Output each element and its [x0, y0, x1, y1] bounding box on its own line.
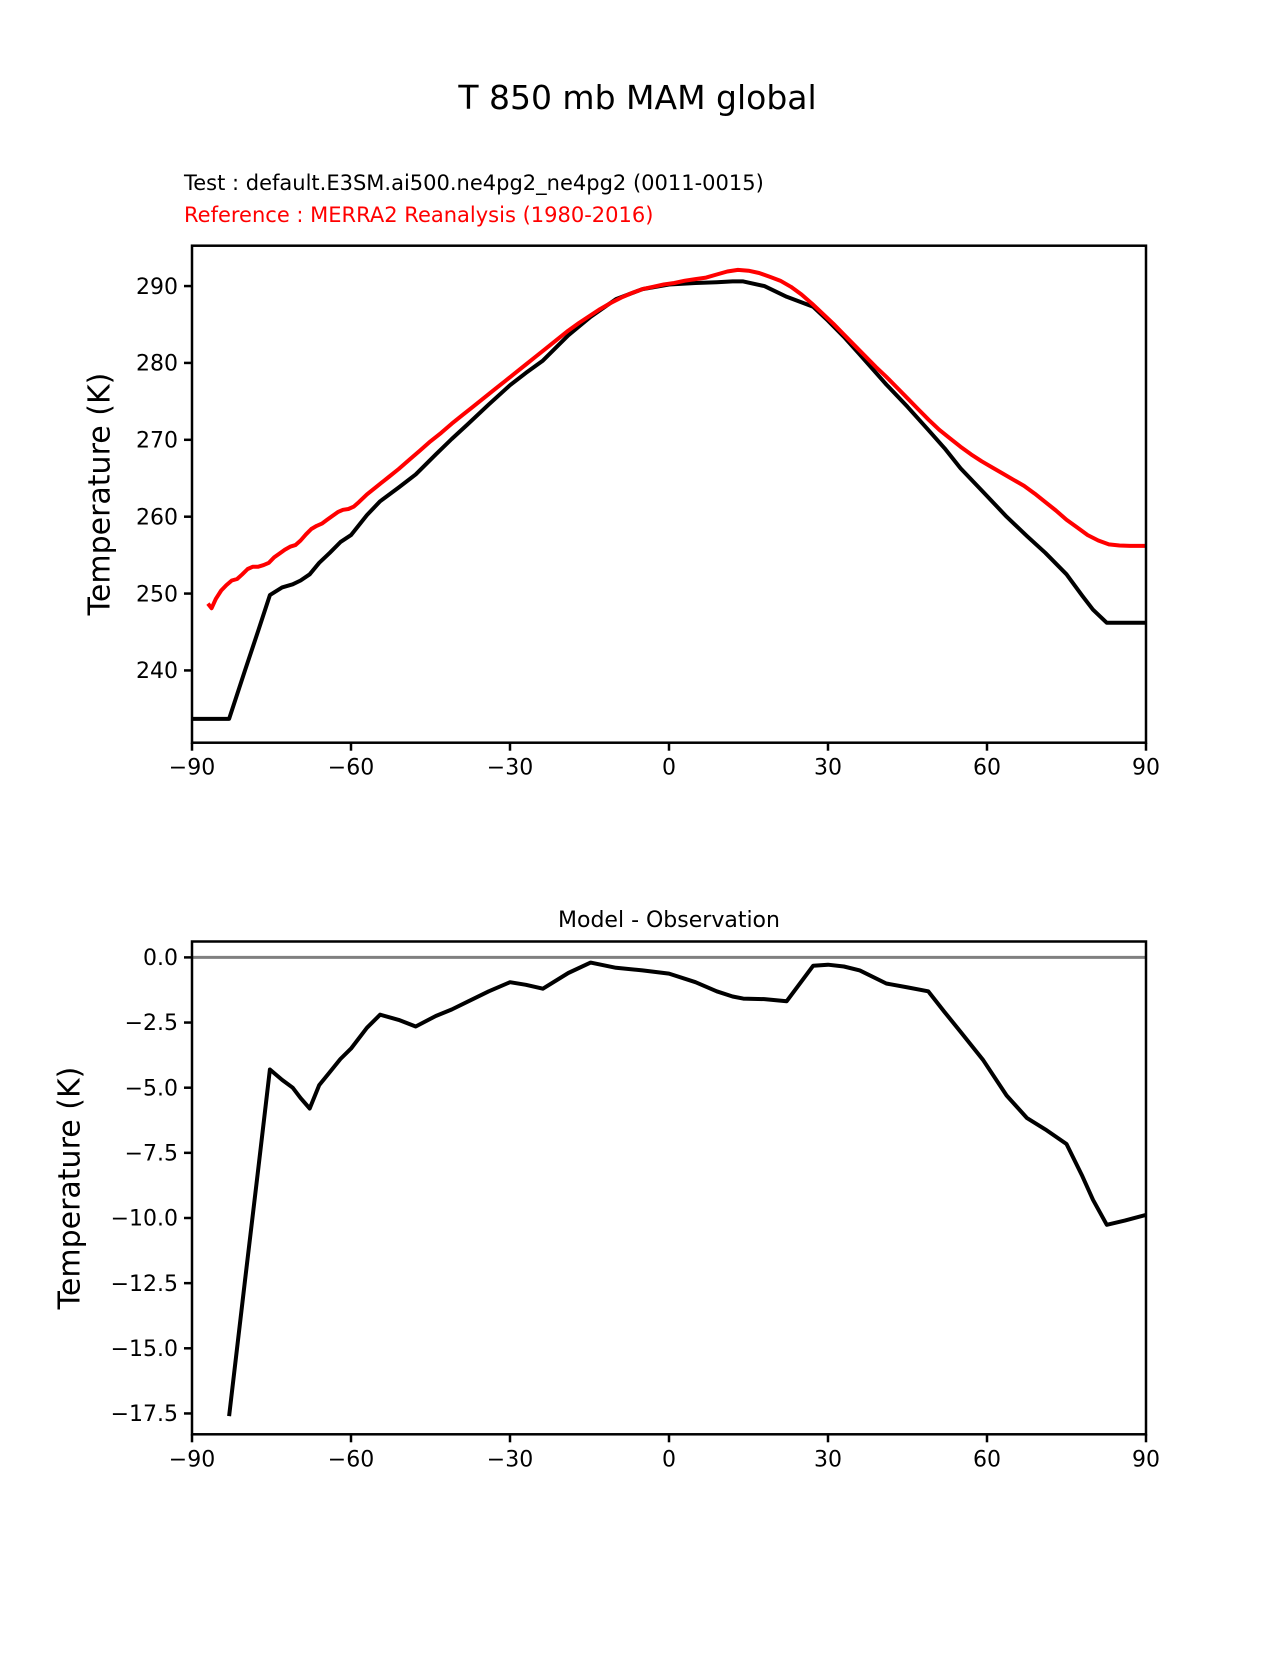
x-tick-label: 0 [662, 755, 676, 781]
x-tick-label: 60 [973, 1447, 1001, 1473]
y-tick-label: 260 [136, 505, 178, 531]
x-tick-label: −30 [486, 1447, 534, 1473]
y-tick-label: −15.0 [110, 1337, 178, 1363]
bottom-chart [111, 942, 1160, 1473]
x-tick-label: 0 [662, 1447, 676, 1473]
y-tick-label: −17.5 [110, 1402, 178, 1428]
x-tick-label: −60 [327, 755, 375, 781]
x-tick-label: 30 [814, 755, 842, 781]
top-chart [136, 246, 1160, 781]
test-series-label: Test : default.E3SM.ai500.ne4pg2_ne4pg2 (0011-0015) [184, 171, 764, 195]
x-tick-label: −30 [486, 755, 534, 781]
y-tick-label: −12.5 [110, 1271, 178, 1297]
x-tick-label: −90 [168, 755, 216, 781]
y-tick-label: −2.5 [124, 1011, 178, 1037]
x-tick-label: 90 [1132, 755, 1160, 781]
difference-chart-title: Model - Observation [558, 908, 780, 933]
series-line-1 [208, 270, 1146, 608]
figure-title: T 850 mb MAM global [458, 78, 817, 117]
plot-box [192, 246, 1146, 743]
x-tick-label: 60 [973, 755, 1001, 781]
top-chart-ylabel: Temperature (K) [82, 372, 118, 616]
y-tick-label: 240 [136, 659, 178, 685]
y-tick-label: 280 [136, 351, 178, 377]
x-tick-label: 30 [814, 1447, 842, 1473]
plot-box [192, 942, 1146, 1435]
y-tick-label: 270 [136, 428, 178, 454]
y-tick-label: 250 [136, 582, 178, 608]
reference-series-label: Reference : MERRA2 Reanalysis (1980-2016) [184, 203, 654, 227]
x-tick-label: −90 [168, 1447, 216, 1473]
y-tick-label: 290 [136, 274, 178, 300]
y-tick-label: 0.0 [143, 946, 178, 972]
series-line-0 [192, 281, 1146, 719]
x-tick-label: −60 [327, 1447, 375, 1473]
y-tick-label: −7.5 [124, 1141, 178, 1167]
bottom-chart-ylabel: Temperature (K) [52, 1066, 88, 1310]
series-line-0 [229, 963, 1146, 1417]
y-tick-label: −10.0 [110, 1206, 178, 1232]
x-tick-label: 90 [1132, 1447, 1160, 1473]
y-tick-label: −5.0 [124, 1076, 178, 1102]
